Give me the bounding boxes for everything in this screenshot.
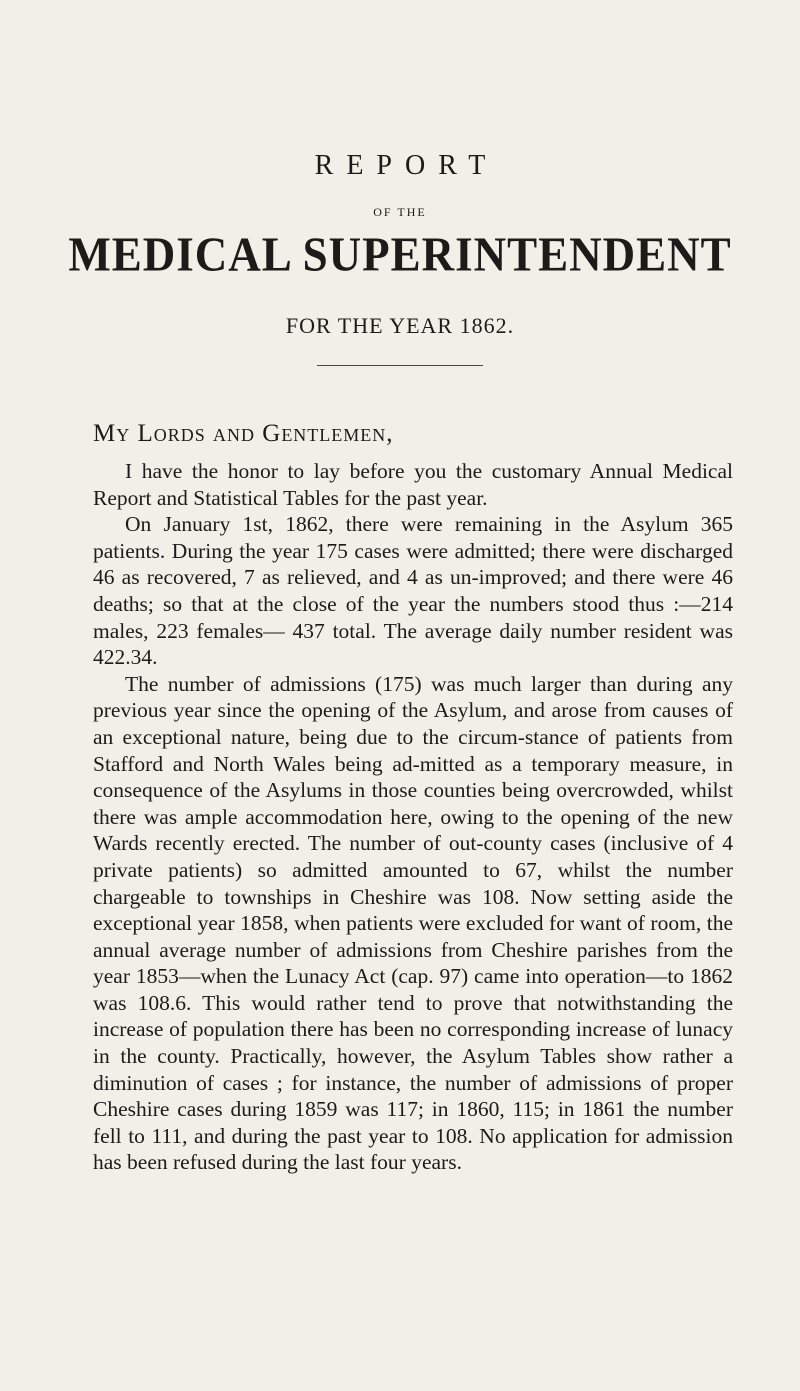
paragraph-1: I have the honor to lay before you the customary Annual Medical Report and Statistical Tables for the past year. [93, 459, 733, 510]
document-title: MEDICAL SUPERINTENDENT [68, 227, 732, 282]
salutation: My Lords and Gentlemen, [93, 420, 394, 447]
divider-rule [317, 365, 483, 366]
report-body [93, 458, 733, 1176]
of-the-subheading: OF THE [373, 205, 427, 219]
report-heading: REPORT [314, 150, 499, 181]
year-line: FOR THE YEAR 1862. [285, 313, 515, 338]
paragraph-3: The number of admissions (175) was much larger than during any previous year since the opening of the Asylum, and arose from causes of an exceptional nature, being due to the circum-stance of patients from Stafford and North Wales being ad-mitted as a temporary measure, in consequence of the Asylums in those counties being overcrowded, whilst there was ample accommodation here, owing to the opening of the new Wards recently erected. The number of out-county cases (inclusive of 4 private patients) so admitted amounted to 67, whilst the number chargeable to townships in Cheshire was 108. Now setting aside the exceptional year 1858, when patients were excluded for want of room, the annual average number of admissions from Cheshire parishes from the year 1853—when the Lunacy Act (cap. 97) came into operation—to 1862 was 108.6. This would rather tend to prove that notwithstanding the increase of population there has been no corresponding increase of lunacy in the county. Practically, however, the Asylum Tables show rather a diminution of cases ; for instance, the number of admissions of proper Cheshire cases during 1859 was 117; in 1860, 115; in 1861 the number fell to 111, and during the past year to 108. No application for admission has been refused during the last four years. [93, 671, 733, 1175]
paragraph-2: On January 1st, 1862, there were remaining in the Asylum 365 patients. During the year 175 cases were admitted; there were discharged 46 as recovered, 7 as relieved, and 4 as un-improved; and there were 46 deaths; so that at the close of the year the numbers stood thus :—214 males, 223 females— 437 total. The average daily number resident was 422.34. [93, 512, 733, 670]
